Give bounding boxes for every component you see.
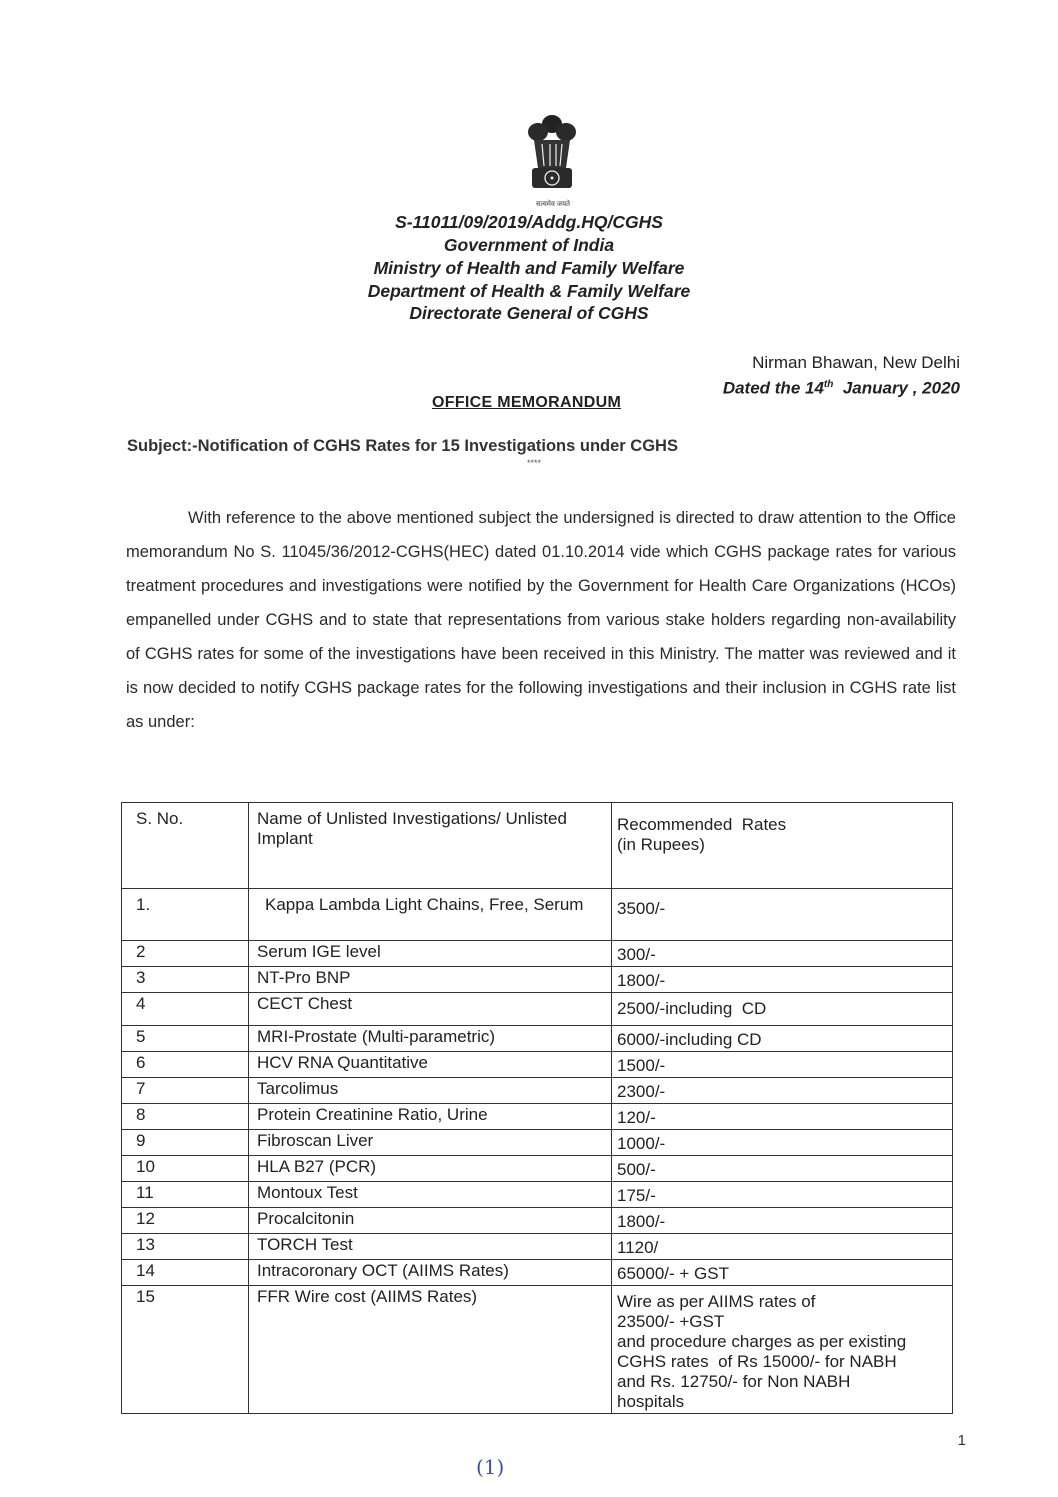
- ffr-rate-cell: Wire as per AIIMS rates of 23500/- +GST and procedure charges as per existing CGHS rates of Rs 15000/- for NABH and Rs. 12750/- for Non NABH hospitals: [612, 1286, 953, 1414]
- handwritten-page-number: (1): [476, 1455, 505, 1479]
- header-sno: S. No.: [122, 803, 249, 889]
- table-row: 4 CECT Chest 2500/-including CD: [122, 993, 953, 1026]
- directorate-line: Directorate General of CGHS: [409, 303, 649, 323]
- header-rate: Recommended Rates (in Rupees): [612, 803, 953, 889]
- table-row: 7 Tarcolimus 2300/-: [122, 1078, 953, 1104]
- ministry-line: Ministry of Health and Family Welfare: [373, 258, 685, 278]
- table-row: 8 Protein Creatinine Ratio, Urine 120/-: [122, 1104, 953, 1130]
- page-number: 1: [957, 1432, 966, 1449]
- table-row: 15 FFR Wire cost (AIIMS Rates) Wire as per AIIMS rates of 23500/- +GST and procedure charges as per existing CGHS rates of Rs 15000/- for NABH and Rs. 12750/- for Non NABH hospitals: [122, 1286, 953, 1414]
- table-header-row: [122, 803, 953, 889]
- emblem-motto: सत्यमेव जयते: [535, 201, 571, 208]
- table-row: 10 HLA B27 (PCR) 500/-: [122, 1156, 953, 1182]
- table-row: 5 MRI-Prostate (Multi-parametric) 6000/-including CD: [122, 1026, 953, 1052]
- table-row: 6 HCV RNA Quantitative 1500/-: [122, 1052, 953, 1078]
- date-line: Dated the 14th January , 2020: [722, 378, 960, 398]
- government-line: Government of India: [443, 235, 615, 255]
- memo-title: OFFICE MEMORANDUM: [432, 394, 622, 411]
- table-row: 9 Fibroscan Liver 1000/-: [122, 1130, 953, 1156]
- file-number: S-11011/09/2019/Addg.HQ/CGHS: [395, 212, 663, 232]
- table-row: 13 TORCH Test 1120/: [122, 1234, 953, 1260]
- table-row: 3 NT-Pro BNP 1800/-: [122, 967, 953, 993]
- place-date-block: [723, 352, 960, 400]
- national-emblem-icon: [522, 110, 582, 200]
- header-name: Name of Unlisted Investigations/ Unlisted Implant: [249, 803, 612, 889]
- rates-table: [121, 802, 953, 1414]
- table-row: 14 Intracoronary OCT (AIIMS Rates) 65000/- + GST: [122, 1260, 953, 1286]
- table-row: 1. Kappa Lambda Light Chains, Free, Serum 3500/-: [122, 889, 953, 941]
- table-row: 12 Procalcitonin 1800/-: [122, 1208, 953, 1234]
- body-paragraph: With reference to the above mentioned subject the undersigned is directed to draw attention to the Office memorandum No S. 11045/36/2012-CGHS(HEC) dated 01.10.2014 vide which CGHS package rates for various treatment procedures and investigations were notified by the Government for Health Care Organizations (HCOs) empanelled under CGHS and to state that representations from various stake holders regarding non-availability of CGHS rates for some of the investigations have been received in this Ministry. The matter was reviewed and it is now decided to notify CGHS package rates for the following investigations and their inclusion in CGHS rate list as under:: [126, 509, 956, 731]
- department-line: Department of Health & Family Welfare: [367, 281, 691, 301]
- subject-line: Subject:-Notification of CGHS Rates for 15 Investigations under CGHS: [127, 437, 678, 455]
- location: Nirman Bhawan, New Delhi: [752, 353, 960, 372]
- table-row: 2 Serum IGE level 300/-: [122, 941, 953, 967]
- separator-stars: ****: [527, 458, 542, 468]
- table-row: 11 Montoux Test 175/-: [122, 1182, 953, 1208]
